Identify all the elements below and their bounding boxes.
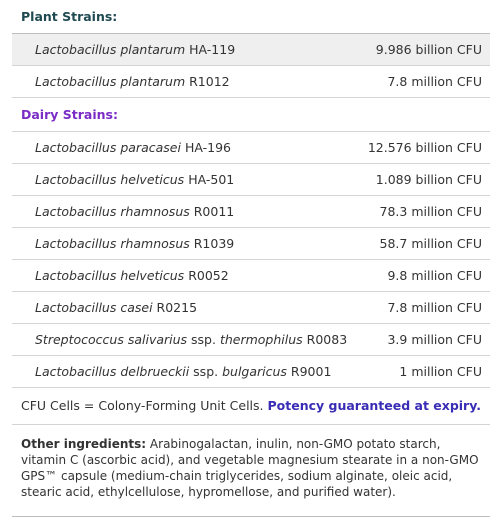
cfu-value: 7.8 million CFU <box>387 300 482 315</box>
ssp-label: ssp. <box>191 332 216 347</box>
other-ingredients-text: Arabinogalactan, inulin, non-GMO potato starch, vitamin C (ascorbic acid), and vegetable magnesium stearate in a non-GMO GPS™ capsule (medium-chain triglycerides, sodium alginate, oleic acid, stearic acid, ethylcellulose, hypromellose, and purified water). <box>21 437 479 499</box>
strain-name <box>12 204 234 219</box>
cfu-value: 3.9 million CFU <box>387 332 482 347</box>
strain-id: HA-119 <box>189 42 236 57</box>
strain-name <box>12 300 197 315</box>
strain-name <box>12 42 235 57</box>
strain-name <box>12 140 231 155</box>
strain-id: R1039 <box>193 236 235 251</box>
species: Lactobacillus rhamnosus <box>35 236 190 251</box>
strain-id: HA-196 <box>184 140 231 155</box>
strain-name <box>12 364 331 379</box>
species: Lactobacillus helveticus <box>35 172 185 187</box>
strain-id: R0083 <box>306 332 348 347</box>
cfu-value: 1.089 billion CFU <box>375 172 482 187</box>
strain-id: R1012 <box>189 74 230 89</box>
other-ingredients-label: Other ingredients: <box>21 437 147 451</box>
species: Lactobacillus paracasei <box>35 140 181 155</box>
table-row <box>12 34 490 66</box>
table-row <box>12 228 490 260</box>
strain-id: R0052 <box>188 268 229 283</box>
species: Lactobacillus casei <box>35 300 153 315</box>
strain-name <box>12 74 230 89</box>
cfu-value: 7.8 million CFU <box>387 74 482 89</box>
subspecies: bulgaricus <box>222 364 287 379</box>
species: Lactobacillus plantarum <box>35 74 186 89</box>
species: Lactobacillus plantarum <box>35 42 186 57</box>
table-row <box>12 132 490 164</box>
other-ingredients <box>12 425 490 500</box>
strain-name <box>12 172 234 187</box>
ssp-label: ssp. <box>193 364 219 379</box>
table-row <box>12 324 490 356</box>
strain-id: HA-501 <box>188 172 235 187</box>
strain-name <box>12 332 347 347</box>
species: Lactobacillus rhamnosus <box>35 204 190 219</box>
strain-name <box>12 268 229 283</box>
species: Streptococcus salivarius <box>35 332 188 347</box>
potency-guarantee: Potency guaranteed at expiry. <box>267 398 481 413</box>
strain-id: R0011 <box>193 204 235 219</box>
subspecies: thermophilus <box>219 332 303 347</box>
cfu-value: 9.8 million CFU <box>387 268 482 283</box>
table-row <box>12 292 490 324</box>
table-row <box>12 66 490 98</box>
cfu-footnote <box>12 388 490 425</box>
dairy-strains-heading: Dairy Strains: <box>12 98 490 132</box>
strain-id: R0215 <box>156 300 198 315</box>
table-row <box>12 260 490 292</box>
table-row <box>12 196 490 228</box>
cfu-value: 78.3 million CFU <box>379 204 482 219</box>
probiotic-strains-table <box>12 0 490 500</box>
table-row <box>12 356 490 388</box>
species: Lactobacillus delbrueckii <box>35 364 190 379</box>
cfu-value: 1 million CFU <box>399 364 482 379</box>
strain-name <box>12 236 234 251</box>
species: Lactobacillus helveticus <box>35 268 185 283</box>
cfu-value: 58.7 million CFU <box>379 236 482 251</box>
plant-strains-heading: Plant Strains: <box>12 0 490 34</box>
cfu-value: 12.576 billion CFU <box>367 140 482 155</box>
strain-id: R9001 <box>290 364 332 379</box>
bottom-divider <box>12 516 490 517</box>
cfu-definition: CFU Cells = Colony-Forming Unit Cells. <box>21 398 264 413</box>
table-row <box>12 164 490 196</box>
cfu-value: 9.986 billion CFU <box>375 42 482 57</box>
